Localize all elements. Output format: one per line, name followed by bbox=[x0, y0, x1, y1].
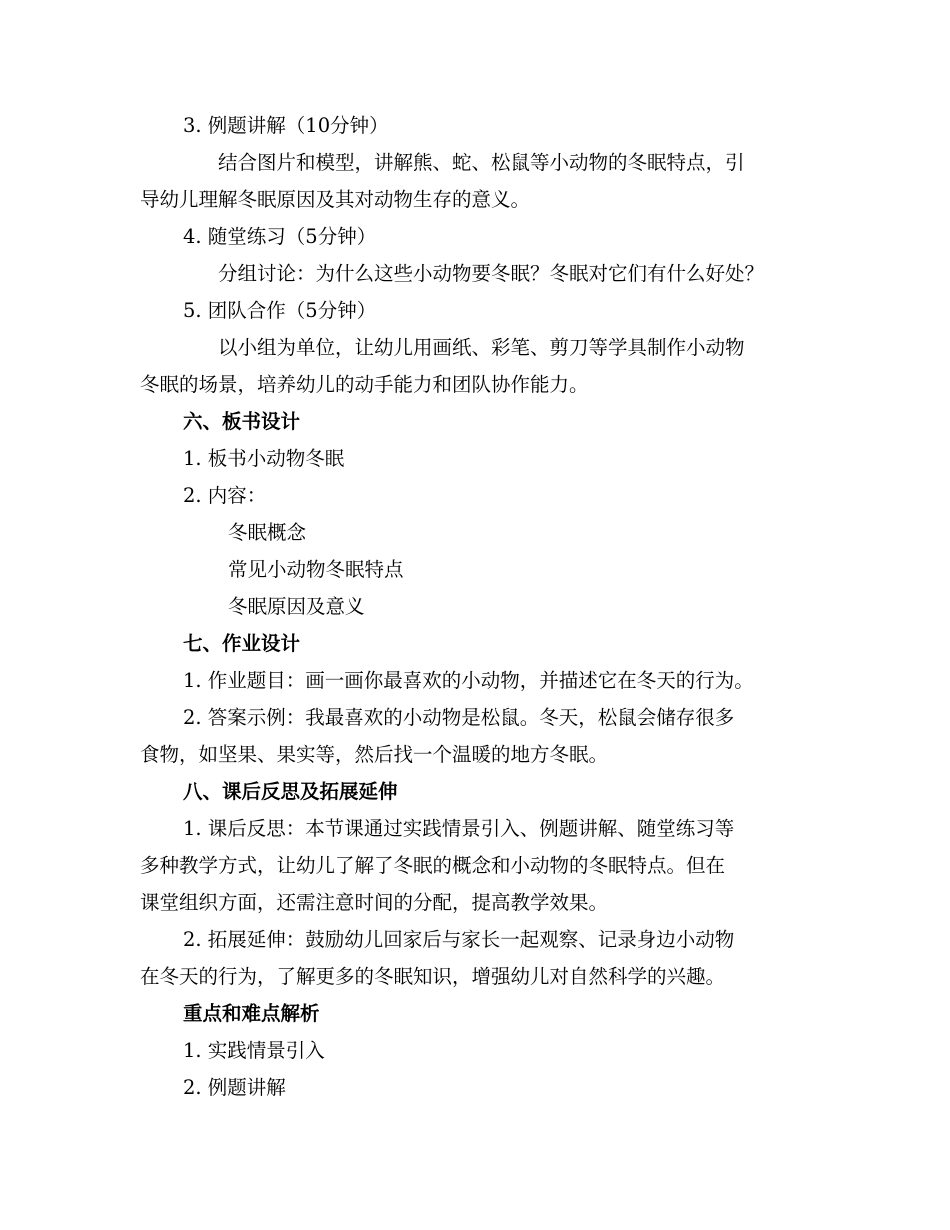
list-item-example-explanation: 3. 例题讲解（10分钟） bbox=[183, 114, 389, 137]
paragraph-text: 课堂组织方面，还需注意时间的分配，提高教学效果。 bbox=[140, 891, 609, 914]
list-item: 2. 例题讲解 bbox=[183, 1076, 286, 1099]
paragraph-text: 分组讨论：为什么这些小动物要冬眠？冬眠对它们有什么好处？ bbox=[218, 262, 765, 285]
paragraph-text: 食物，如坚果、果实等，然后找一个温暖的地方冬眠。 bbox=[140, 743, 609, 766]
section-heading-key-points: 重点和难点解析 bbox=[183, 1002, 320, 1025]
list-item: 2. 拓展延伸：鼓励幼儿回家后与家长一起观察、记录身边小动物 bbox=[183, 928, 735, 951]
list-item: 1. 板书小动物冬眠 bbox=[183, 447, 345, 470]
section-heading-reflection: 八、课后反思及拓展延伸 bbox=[183, 780, 398, 803]
sub-list-item: 冬眠概念 bbox=[228, 521, 307, 544]
sub-list-item: 常见小动物冬眠特点 bbox=[228, 558, 404, 581]
section-heading-homework: 七、作业设计 bbox=[183, 632, 301, 655]
paragraph-text: 多种教学方式，让幼儿了解了冬眠的概念和小动物的冬眠特点。但在 bbox=[140, 854, 726, 877]
sub-list-item: 冬眠原因及意义 bbox=[228, 595, 365, 618]
list-item: 1. 实践情景引入 bbox=[183, 1039, 325, 1062]
list-item-class-practice: 4. 随堂练习（5分钟） bbox=[183, 225, 377, 248]
list-item: 1. 作业题目：画一画你最喜欢的小动物，并描述它在冬天的行为。 bbox=[183, 669, 754, 692]
paragraph-text: 导幼儿理解冬眠原因及其对动物生存的意义。 bbox=[140, 188, 531, 211]
paragraph-text: 冬眠的场景，培养幼儿的动手能力和团队协作能力。 bbox=[140, 373, 589, 396]
paragraph-text: 结合图片和模型，讲解熊、蛇、松鼠等小动物的冬眠特点，引 bbox=[218, 151, 745, 174]
section-heading-board-design: 六、板书设计 bbox=[183, 410, 301, 433]
list-item: 2. 答案示例：我最喜欢的小动物是松鼠。冬天，松鼠会储存很多 bbox=[183, 706, 735, 729]
list-item: 1. 课后反思：本节课通过实践情景引入、例题讲解、随堂练习等 bbox=[183, 817, 735, 840]
paragraph-text: 在冬天的行为，了解更多的冬眠知识，增强幼儿对自然科学的兴趣。 bbox=[140, 965, 726, 988]
list-item-teamwork: 5. 团队合作（5分钟） bbox=[183, 299, 377, 322]
list-item: 2. 内容： bbox=[183, 484, 267, 507]
paragraph-text: 以小组为单位，让幼儿用画纸、彩笔、剪刀等学具制作小动物 bbox=[218, 336, 745, 359]
